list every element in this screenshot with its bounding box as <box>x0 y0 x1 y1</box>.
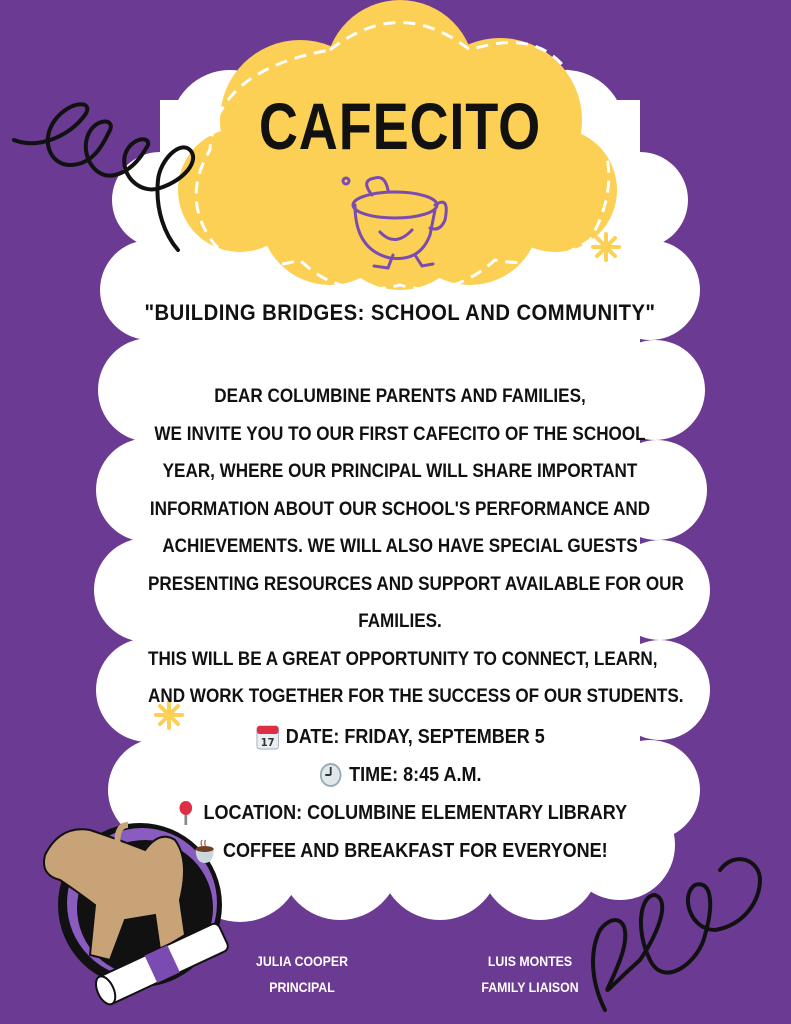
signature-name: LUIS MONTES <box>487 953 573 969</box>
body-line: DEAR COLUMBINE PARENTS AND FAMILIES, <box>214 386 586 407</box>
signature-family-liaison <box>464 948 596 1000</box>
body-line: THIS WILL BE A GREAT OPPORTUNITY TO CONNECT, LEARN, <box>148 648 658 670</box>
star-icon <box>593 234 619 260</box>
body-line: AND WORK TOGETHER FOR THE SUCCESS OF OUR STUDENTS. <box>148 686 684 707</box>
time-text: TIME: 8:45 A.M. <box>349 764 482 786</box>
location-text: LOCATION: COLUMBINE ELEMENTARY LIBRARY <box>203 802 628 824</box>
clock-icon <box>319 761 344 789</box>
event-subtitle: "BUILDING BRIDGES: SCHOOL AND COMMUNITY" <box>144 300 656 325</box>
signature-principal <box>240 948 363 1000</box>
time-row <box>148 756 652 794</box>
body-line: YEAR, WHERE OUR PRINCIPAL WILL SHARE IMPORTANT <box>162 461 638 482</box>
food-text: COFFEE AND BREAKFAST FOR EVERYONE! <box>222 840 608 862</box>
signature-role: FAMILY LIAISON <box>481 979 579 995</box>
date-row <box>148 718 652 756</box>
food-row <box>148 832 652 870</box>
body-line: WE INVITE YOU TO OUR FIRST CAFECITO OF THE SCHOOL <box>154 423 646 445</box>
pin-icon <box>173 799 198 827</box>
body-line: FAMILIES. <box>358 611 442 632</box>
calendar-icon <box>255 723 280 751</box>
date-text: DATE: FRIDAY, SEPTEMBER 5 <box>285 726 545 748</box>
body-line: PRESENTING RESOURCES AND SUPPORT AVAILABLE FOR OUR <box>148 573 684 595</box>
coffee-icon <box>192 837 217 865</box>
body-line: INFORMATION ABOUT OUR SCHOOL'S PERFORMANCE AND <box>149 498 651 520</box>
signature-role: PRINCIPAL <box>269 979 335 995</box>
svg-text:17: 17 <box>260 736 275 750</box>
location-row <box>148 794 652 832</box>
invitation-body <box>120 378 684 716</box>
event-details <box>120 718 680 870</box>
page-title: CAFECITO <box>258 89 542 163</box>
body-line: ACHIEVEMENTS. WE WILL ALSO HAVE SPECIAL GUESTS <box>162 536 638 557</box>
signature-name: JULIA COOPER <box>256 953 348 969</box>
